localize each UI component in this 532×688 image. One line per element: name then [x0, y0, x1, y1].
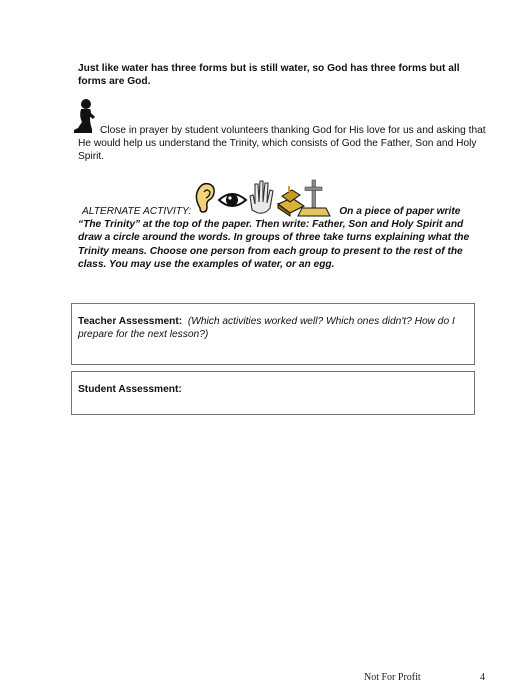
teacher-assessment-box[interactable]: [71, 303, 475, 365]
alternate-activity-label: ALTERNATE ACTIVITY:: [82, 206, 192, 217]
teacher-assessment-title: Teacher Assessment:: [78, 316, 183, 327]
footer-not-for-profit: Not For Profit: [364, 672, 421, 683]
closing-prayer-paragraph: [78, 124, 488, 164]
student-assessment-title: Student Assessment:: [78, 384, 182, 395]
student-assessment-box[interactable]: [71, 371, 475, 415]
alternate-activity-paragraph: [78, 205, 486, 271]
teacher-assessment-note: (Which activities worked well? Which ones didn't? How do I prepare for the next lesson?): [78, 316, 455, 340]
closing-prayer-text: Close in prayer by student volunteers thanking God for His love for us and asking that He would help us understand the Trinity, which consists of God the Father, Son and Holy Spirit.: [78, 125, 486, 163]
page-number: 4: [480, 672, 485, 683]
water-analogy-paragraph: Just like water has three forms but is still water, so God has three forms but all forms are God.: [78, 63, 460, 87]
alternate-activity-instructions: On a piece of paper write “The Trinity” at the top of the paper. Then write: Father, Son and Holy Spirit and draw a circle around the words. In groups of three take turns explaining what the Trinity means. Choose one person from each group to present to the rest of the class. You may use the examples of water, or an egg.: [78, 206, 470, 270]
